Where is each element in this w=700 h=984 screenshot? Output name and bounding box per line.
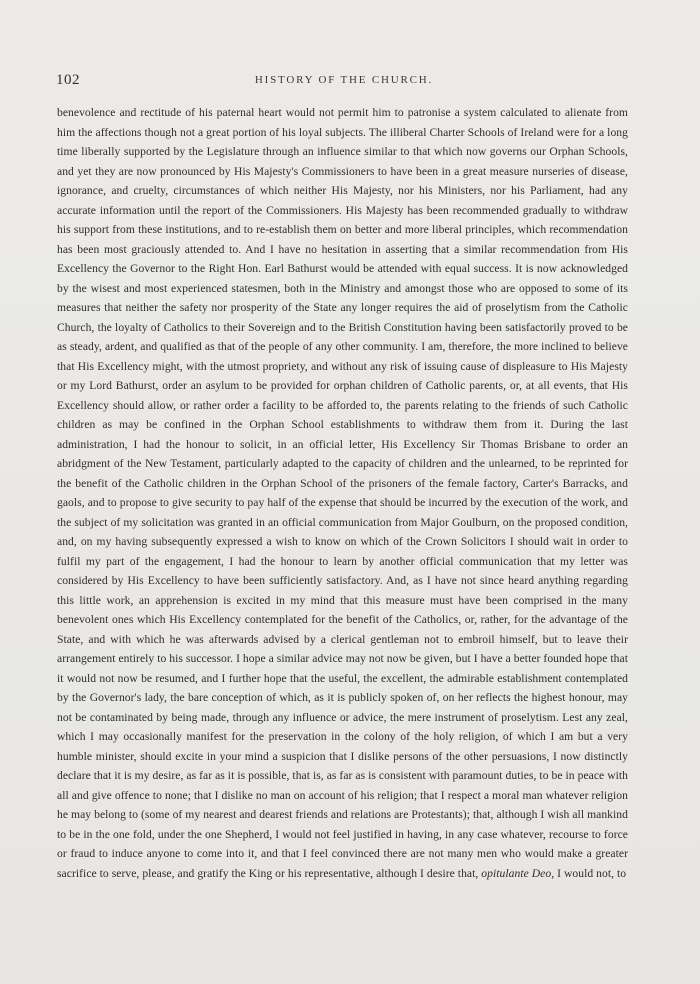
- body-text-end: I would not, to: [557, 866, 627, 880]
- page-number: 102: [56, 72, 80, 88]
- body-text-main: benevolence and rectitude of his paternal heart would not permit him to patronise a system calculated to alienate from him the affections though not a great portion of his loyal subjects. The illiberal Charter Schools of Ireland were for a long time liberally supported by the Legislature through an influence similar to that which now governs our Orphan Schools, and yet they are now pronounced by His Majesty's Commissioners to have been in a great measure nurseries of disease, ignorance, and cruelty, circumstances of which neither His Majesty, nor his Ministers, nor his Parliament, had any accurate information until the report of the Commissioners. His Majesty has been recommended gradually to withdraw his support from these institutions, and to re-establish them on better and more liberal principles, which recommendation has been most graciously attended to. And I have no hesitation in asserting that a similar recommendation from His Excellency the Governor to the Right Hon. Earl Bathurst would be attended with equal success. It is now acknowledged by the wisest and most experienced statesmen, both in the Ministry and amongst those who are opposed to some of its measures that neither the safety nor prosperity of the State any longer requires the aid of proselytism from the Catholic Church, the loyalty of Catholics to their Sovereign and to the British Constitution having been satisfactorily proved to be as steady, ardent, and qualified as that of the people of any other community. I am, therefore, the more inclined to believe that His Excellency might, with the utmost propriety, and without any risk of issuing cause of displeasure to His Majesty or my Lord Bathurst, order an asylum to be provided for orphan children of Catholic parents, or, at all events, that His Excellency should allow, or rather order a facility to be afforded to, the parents relating to the friends of such Catholic children as may be confined in the Orphan School establishments to withdraw them from it. During the last administration, I had the honour to solicit, in an official letter, His Excellency Sir Thomas Brisbane to order an abridgment of the New Testament, particularly adapted to the capacity of children and the unlearned, to be reprinted for the benefit of the Catholic children in the Orphan School of the prisoners of the female factory, Carter's Barracks, and gaols, and to propose to give security to pay half of the expense that should be incurred by the execution of the work, and the subject of my solicitation was granted in an official communication from Major Goulburn, on the proposed condition, and, on my having subsequently expressed a wish to know on which of the Crown Solicitors I should wait in order to fulfil my part of the engagement, I had the honour to learn by another official communication that my letter was considered by His Excellency to have been sufficiently satisfactory. And, as I have not since heard anything regarding this little work, an apprehension is excited in my mind that this measure must have been comprised in the many benevolent ones which His Excellency contemplated for the benefit of the Catholics, or, rather, for the advantage of the State, and with which he was afterwards advised by a clerical gentleman not to embroil himself, but to leave their arrangement entirely to his successor. I hope a similar advice may not now be given, but I have a better founded hope that it would not now be resumed, and I further hope that the useful, the excellent, the admirable establishment contemplated by the Governor's lady, the bare conception of which, as it is publicly spoken of, on her reflects the highest honour, may not be contaminated by being made, through any influence or advice, the mere instrument of proselytism. Lest any zeal, which I may occasionally manifest for the preservation in the colony of the holy religion, of which I am but a very humble minister, should excite in your mind a suspicion that I dislike persons of the other persuasions, I now distinctly declare that it is my desire, as far as it is possible, that is, as far as is consistent with paramount duties, to be in peace with all and give offence to none; that I dislike no man on account of his religion; that I respect a moral man whatever religion he may belong to (some of my nearest and dearest friends and relations are Protestants); that, although I wish all mankind to be in the one fold, under the one Shepherd, I would not feel justified in having, in any case whatever, recourse to force or fraud to induce anyone to come into it, and that I feel convinced there are not many men who would make a greater sacrifice to serve, please, and gratify the King or his representative, although I desire that,: [57, 106, 628, 880]
- latin-phrase: opitulante Deo,: [481, 866, 555, 880]
- body-paragraph: [57, 103, 628, 883]
- page-header: [56, 72, 632, 90]
- running-head: HISTORY OF THE CHURCH.: [254, 74, 434, 86]
